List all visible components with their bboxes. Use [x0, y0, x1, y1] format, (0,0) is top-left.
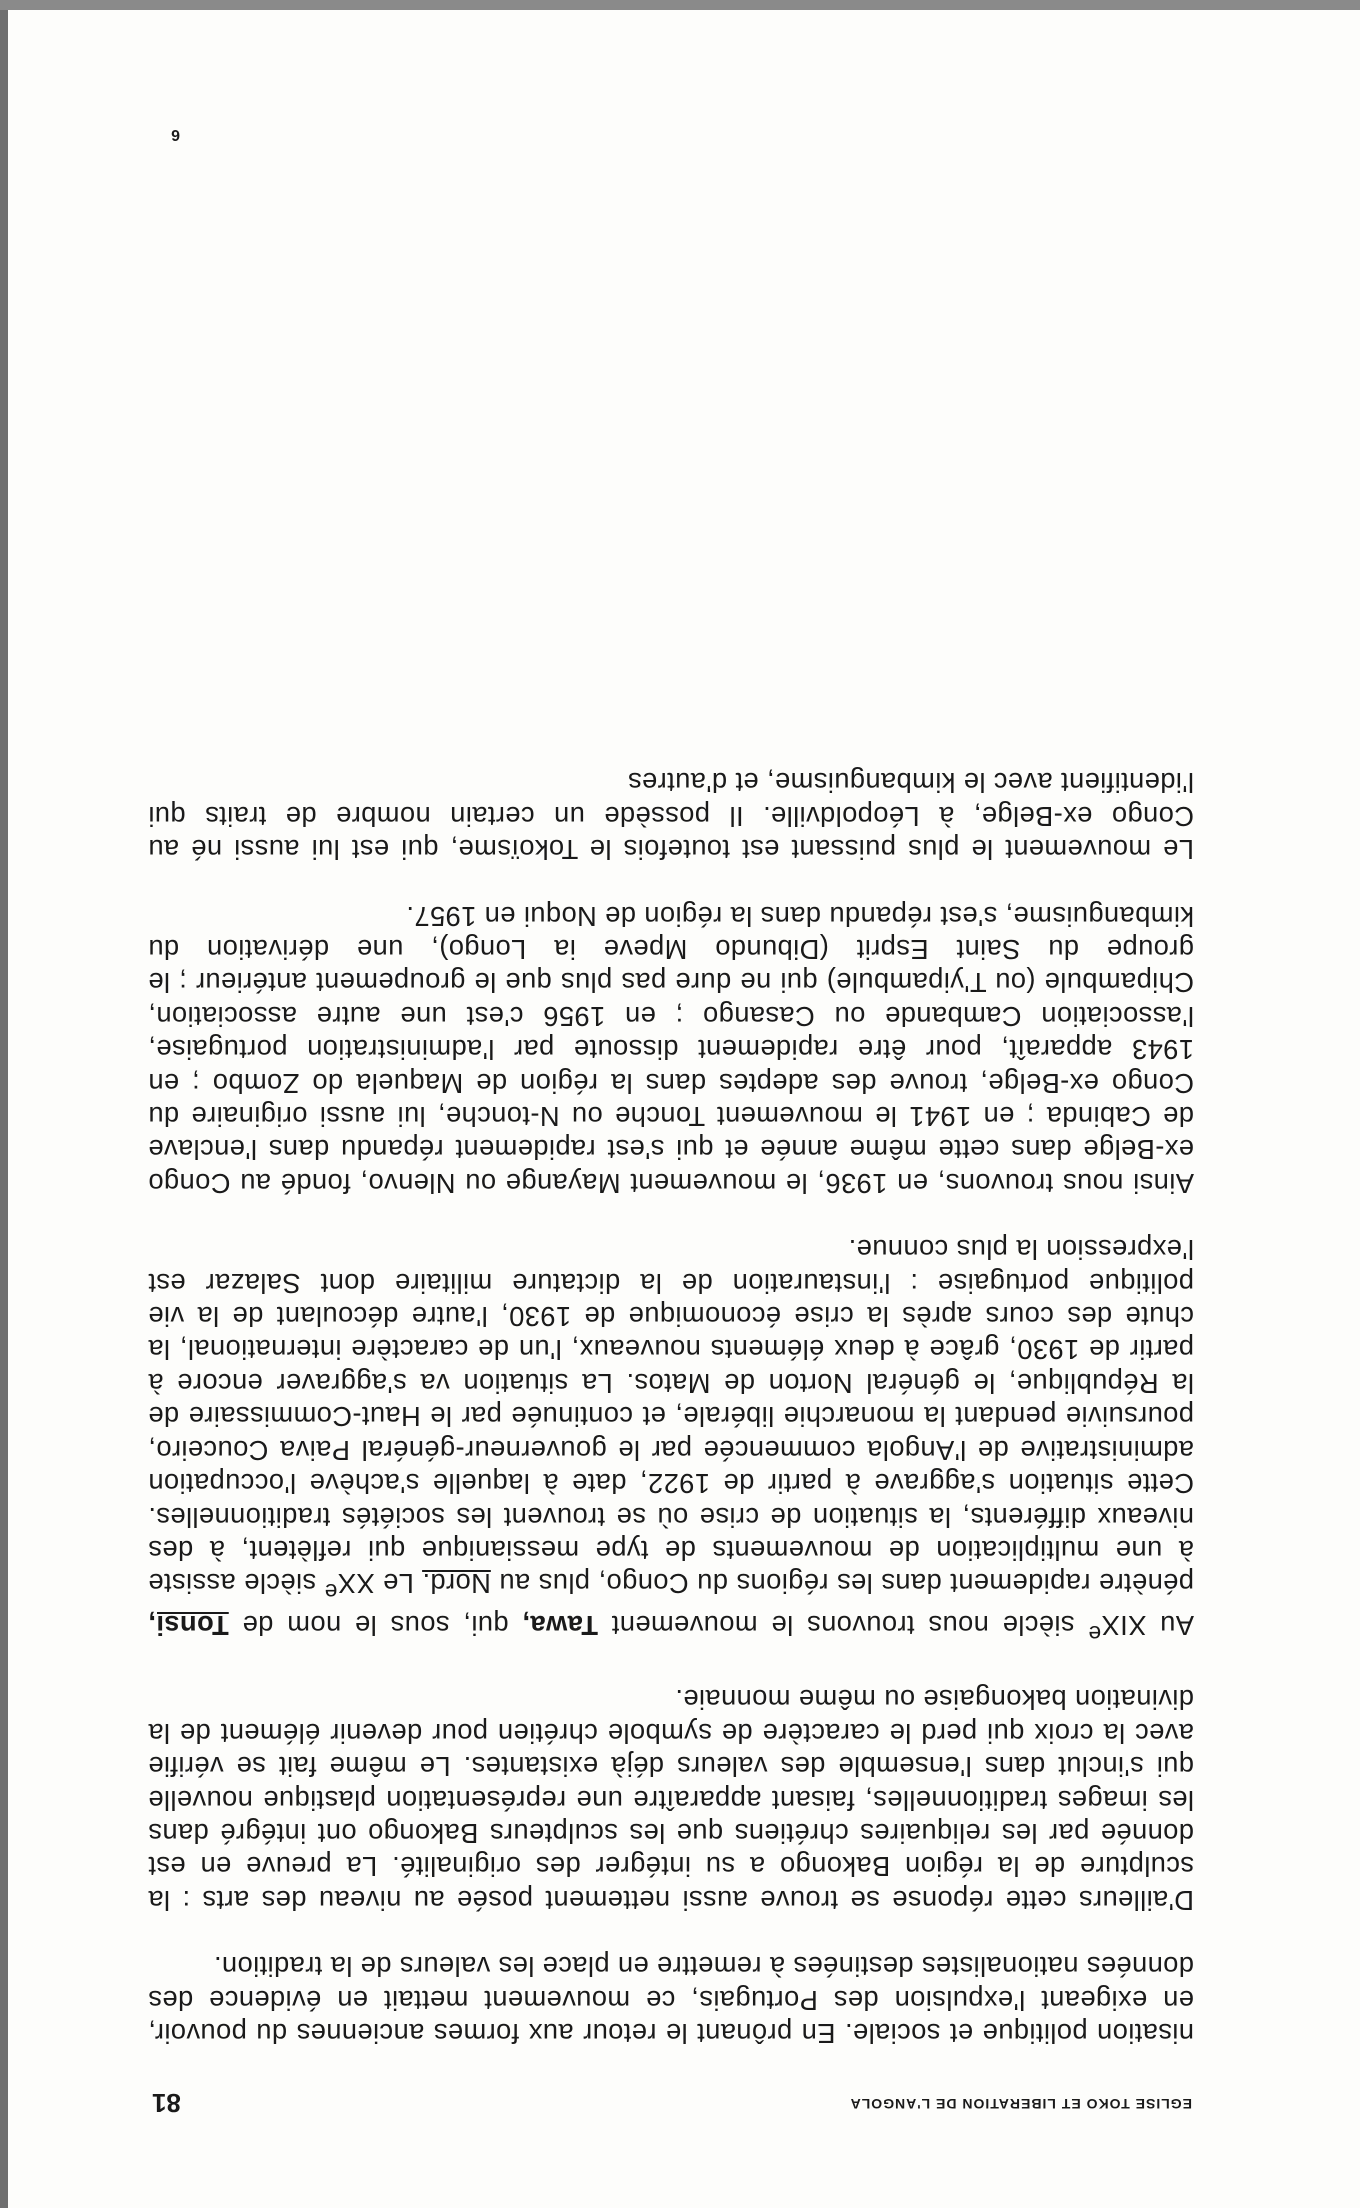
paragraph-3-text: qui, sous le nom de	[228, 1609, 523, 1641]
paragraph-2: D'ailleurs cette réponse se trouve aussi nettement posée au niveau des arts : la sculpture de la région Bakongo a su intégrer des originalité. La preuve en est donnée par les reliquaires chrétiens que les sculpteurs Bakongo ont intégré dans les images traditionnelles, faisant apparaître une représentation plastique nouvelle qui s'inclut dans l'ensemble des valeurs déjà existantes. Le même fait se vérifie avec la croix qui perd le caractère de symbole chrétien pour devenir élément de la divination bakongaise ou même monnaie.	[148, 1684, 1194, 1916]
paragraph-3-text: siècle nous trouvons le mouvement	[597, 1609, 1089, 1641]
page-number: 81	[152, 2088, 181, 2118]
paragraph-1: nisation politique et sociale. En prônant le retour aux formes anciennes du pouvoir, en exigeant l'expulsion des Portugais, ce mouvement mettait en évidence des données nationalistes destinées à remettre en place les valeurs de la tradition.	[148, 1951, 1194, 2049]
paragraph-4: Ainsi nous trouvons, en 1936, le mouvement Mayange ou Nlenvo, fondé au Congo ex-Belge dans cette même année et qui s'est rapidement répandu dans l'enclave de Cabinda ; en 1941 le mouvement Tonche ou N-tonche, lui aussi originaire du Congo ex-Belge, trouve des adeptes dans la région de Maquela do Zombo ; en 1943 apparaît, pour être rapidement dissoute par l'administration portugaise, l'association Cambande ou Casango ; en 1956 c'est une autre association, Chipambule (ou T'yipambule) qui ne dure pas plus que le groupement antérieur ; le groupe du Saint Esprit (Dibundo Mpeve ia Longo), une dérivation du kimbanguisme, s'est répandu dans la région de Noqui en 1957.	[148, 900, 1194, 1199]
paragraph-3-text: Le XX	[337, 1568, 423, 1600]
paragraph-5: Le mouvement le plus puissant est toutefois le Tokoïsme, qui est lui aussi né au Congo ex-Belge, à Léopoldville. Il possède un certain nombre de traits qui l'identifient avec le kimbanguisme, et d'autres	[148, 767, 1194, 866]
paragraph-3-text: Au XIX	[1101, 1609, 1194, 1641]
scan-border-top	[0, 0, 1360, 10]
term-tawa: Tawa,	[522, 1609, 598, 1641]
term-tonsi: Tonsi,	[148, 1609, 229, 1641]
superscript-e: e	[324, 1579, 338, 1606]
footnote-marker: 6	[171, 126, 180, 143]
running-title: EGLISE TOKO ET LIBERATION DE L'ANGOLA	[849, 2096, 1192, 2112]
term-nord: Nord.	[422, 1568, 491, 1600]
paragraph-3-text: siècle assiste à une multiplication de mouvements de type messianique qui reflètent, à des niveaux différents, la situation de crise où se trouvent les sociétés traditionnelles. Cette situation s'aggrave à partir de 1922, date à laquelle s'achève l'occupation administrative de l'Angola commencée par le gouverneur-général Paiva Couceiro, poursuivie pendant la monarchie libérale, et continuée par le Haut-Commissaire de la République, le général Norton de Matos. La situation va s'aggraver encore à partir de 1930, grâce à deux éléments nouveaux, l'un de caractère international, la chute des cours après la crise économique de 1930, l'autre découlant de la vie politique portugaise : l'instauration de la dictature militaire dont Salazar est l'expression la plus connue.	[148, 1234, 1194, 1600]
page-body	[148, 733, 1194, 2050]
paragraph-3	[148, 1233, 1194, 1650]
scan-border-left	[0, 0, 8, 2208]
superscript-e: e	[1088, 1620, 1102, 1647]
paragraph-3-text: pénètre rapidement dans les régions du Congo, plus au	[490, 1568, 1194, 1600]
running-header	[152, 2082, 1192, 2122]
